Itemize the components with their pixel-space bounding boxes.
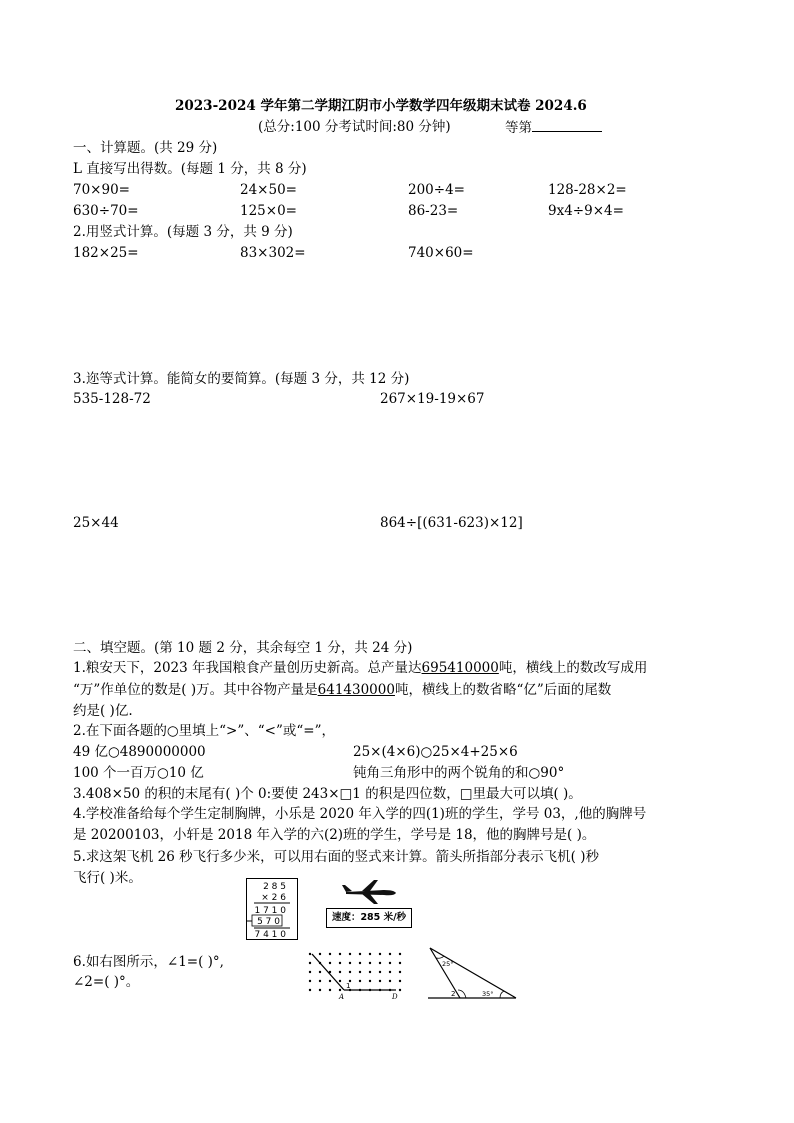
angle-label: 35° xyxy=(482,990,494,998)
q1-line2 xyxy=(73,681,611,699)
section2-heading: 二、填空题。(第 10 题 2 分，其余每空 1 分，共 24 分) xyxy=(73,640,413,656)
grid-dot xyxy=(319,989,321,991)
grid-dot xyxy=(379,962,381,964)
q5-line2: 飞行( )米。 xyxy=(73,870,142,886)
angle-label: 2 xyxy=(451,990,456,998)
grid-dot xyxy=(329,989,331,991)
dot-grid-figure xyxy=(306,950,406,1002)
grid-dot xyxy=(329,980,331,982)
grid-dot xyxy=(399,953,401,955)
q6-line2: ∠2=( )°。 xyxy=(73,974,140,990)
grid-dot xyxy=(399,962,401,964)
calc-line: 7 4 1 0 xyxy=(254,930,286,940)
speed-label-box xyxy=(326,908,412,928)
part1-heading: L 直接写出得数。(每题 1 分，共 8 分) xyxy=(73,161,307,177)
calc-item: 24×50= xyxy=(240,182,297,198)
compare-item: 25×(4×6)○25×4+25×6 xyxy=(353,744,518,760)
grid-dot xyxy=(399,971,401,973)
compare-item: 100 个一百万○10 亿 xyxy=(73,765,204,781)
calc-item: 70×90= xyxy=(73,182,130,198)
q1-text: 吨，横线上的数省略“亿”后面的尾数 xyxy=(394,682,612,698)
point-label: D xyxy=(392,993,398,1001)
grid-dot xyxy=(339,980,341,982)
compare-item: 49 亿○4890000000 xyxy=(73,744,206,760)
grid-dot xyxy=(379,971,381,973)
grid-dot xyxy=(359,971,361,973)
stepwise-item: 267×19-19×67 xyxy=(380,391,485,407)
grid-dot xyxy=(379,980,381,982)
grid-dot xyxy=(349,971,351,973)
grid-dot xyxy=(359,953,361,955)
grade-blank[interactable] xyxy=(532,118,602,132)
grid-dot xyxy=(369,980,371,982)
grid-dot xyxy=(309,989,311,991)
vertical-calc-item: 182×25= xyxy=(73,245,139,261)
q5-line1: 5.求这架飞机 26 秒飞行多少米，可以用右面的竖式来计算。箭头所指部分表示飞机( )秒 xyxy=(73,849,599,865)
grid-dot xyxy=(399,980,401,982)
q4-line2: 是 20200103，小轩是 2018 年入学的六(2)班的学生，学号是 18，他的胸牌号是( )。 xyxy=(73,827,596,843)
triangle-figure xyxy=(424,946,520,1002)
part3-heading: 3.迩等式计算。能简女的要简算。(每题 3 分，共 12 分) xyxy=(73,371,410,387)
calc-item: 86-23= xyxy=(408,203,459,219)
grid-dot xyxy=(389,980,391,982)
q1-text: 1.粮安天下，2023 年我国粮食产量创历史新高。总产量达 xyxy=(73,660,422,676)
compare-item: 钝角三角形中的两个锐角的和○90° xyxy=(353,765,565,781)
grid-dot xyxy=(319,980,321,982)
airplane-icon xyxy=(342,880,396,904)
grid-dot xyxy=(359,962,361,964)
stepwise-item: 864÷[(631-623)×12] xyxy=(380,515,523,531)
q1-text: 吨，横线上的数改写成用 xyxy=(498,660,648,676)
q1-text: “万”作单位的数是( )万。其中谷物产量是 xyxy=(73,682,318,698)
grid-dot xyxy=(349,953,351,955)
grid-dot xyxy=(319,953,321,955)
calc-item: 128-28×2= xyxy=(548,182,627,198)
grid-dot xyxy=(379,953,381,955)
grid-dot xyxy=(309,953,311,955)
stepwise-item: 535-128-72 xyxy=(73,391,151,407)
q1-line1 xyxy=(73,659,647,677)
q1-number-1: 695410000 xyxy=(421,660,499,676)
q3-text: 3.408×50 的积的末尾有( )个 0:要使 243×□1 的积是四位数，□里最大可以填( )。 xyxy=(73,786,582,802)
grid-dot xyxy=(319,971,321,973)
airplane-figure xyxy=(340,878,400,906)
vertical-calc-item: 740×60= xyxy=(408,245,474,261)
grid-dot xyxy=(339,953,341,955)
grid-dot xyxy=(389,953,391,955)
grid-dot xyxy=(389,971,391,973)
q1-line3: 约是( )亿. xyxy=(73,703,133,719)
speed-label: 速度：285 米/秒 xyxy=(331,912,407,923)
calc-item: 9x4÷9×4= xyxy=(548,203,624,219)
stepwise-item: 25×44 xyxy=(73,515,119,531)
calc-item: 200÷4= xyxy=(408,182,465,198)
grid-dot xyxy=(329,962,331,964)
section1-heading: 一、计算题。(共 29 分) xyxy=(73,140,218,156)
grid-dot xyxy=(349,962,351,964)
grid-dot xyxy=(329,953,331,955)
q6-line1: 6.如右图所示，∠1=( )°, xyxy=(73,954,224,970)
grid-dot xyxy=(359,980,361,982)
angle-label: 25° xyxy=(442,960,454,968)
grid-dot xyxy=(309,980,311,982)
dot-grid xyxy=(309,953,401,991)
grade-label: 等第 xyxy=(505,120,532,136)
grid-dot xyxy=(309,962,311,964)
angle-label: 1 xyxy=(346,982,351,990)
q4-line1: 4.学校准备给每个学生定制胸牌，小乐是 2020 年入学的四(1)班的学生，学号 03，,他的胸牌号 xyxy=(73,806,647,822)
grid-dot xyxy=(339,989,341,991)
grid-dot xyxy=(339,971,341,973)
grid-dot xyxy=(399,989,401,991)
grid-dot xyxy=(369,971,371,973)
grid-dot xyxy=(389,962,391,964)
grid-dot xyxy=(369,953,371,955)
calc-line: 1 7 1 0 xyxy=(254,906,286,916)
calc-item: 630÷70= xyxy=(73,203,139,219)
calc-line: 2 8 5 xyxy=(263,882,286,892)
grid-dot xyxy=(339,962,341,964)
calc-item: 125×0= xyxy=(240,203,297,219)
grid-dot xyxy=(309,971,311,973)
exam-subtitle: (总分:100 分考试时间:80 分钟) xyxy=(258,119,451,135)
grid-dot xyxy=(369,962,371,964)
calc-line: 5 7 0 xyxy=(257,917,280,927)
calc-line: × 2 6 xyxy=(261,893,286,903)
point-label: A xyxy=(339,993,345,1001)
exam-title: 2023-2024 学年第二学期江阴市小学数学四年级期末试卷 2024.6 xyxy=(175,98,587,114)
q1-number-2: 641430000 xyxy=(317,682,395,698)
vertical-multiplication-figure xyxy=(246,878,298,940)
q2-heading: 2.在下面各题的○里填上“>”、“<”或“=”， xyxy=(73,723,336,739)
vertical-calc-item: 83×302= xyxy=(240,245,306,261)
part2-heading: 2.用竖式计算。(每题 3 分，共 9 分) xyxy=(73,224,293,240)
grade-field xyxy=(505,118,602,137)
